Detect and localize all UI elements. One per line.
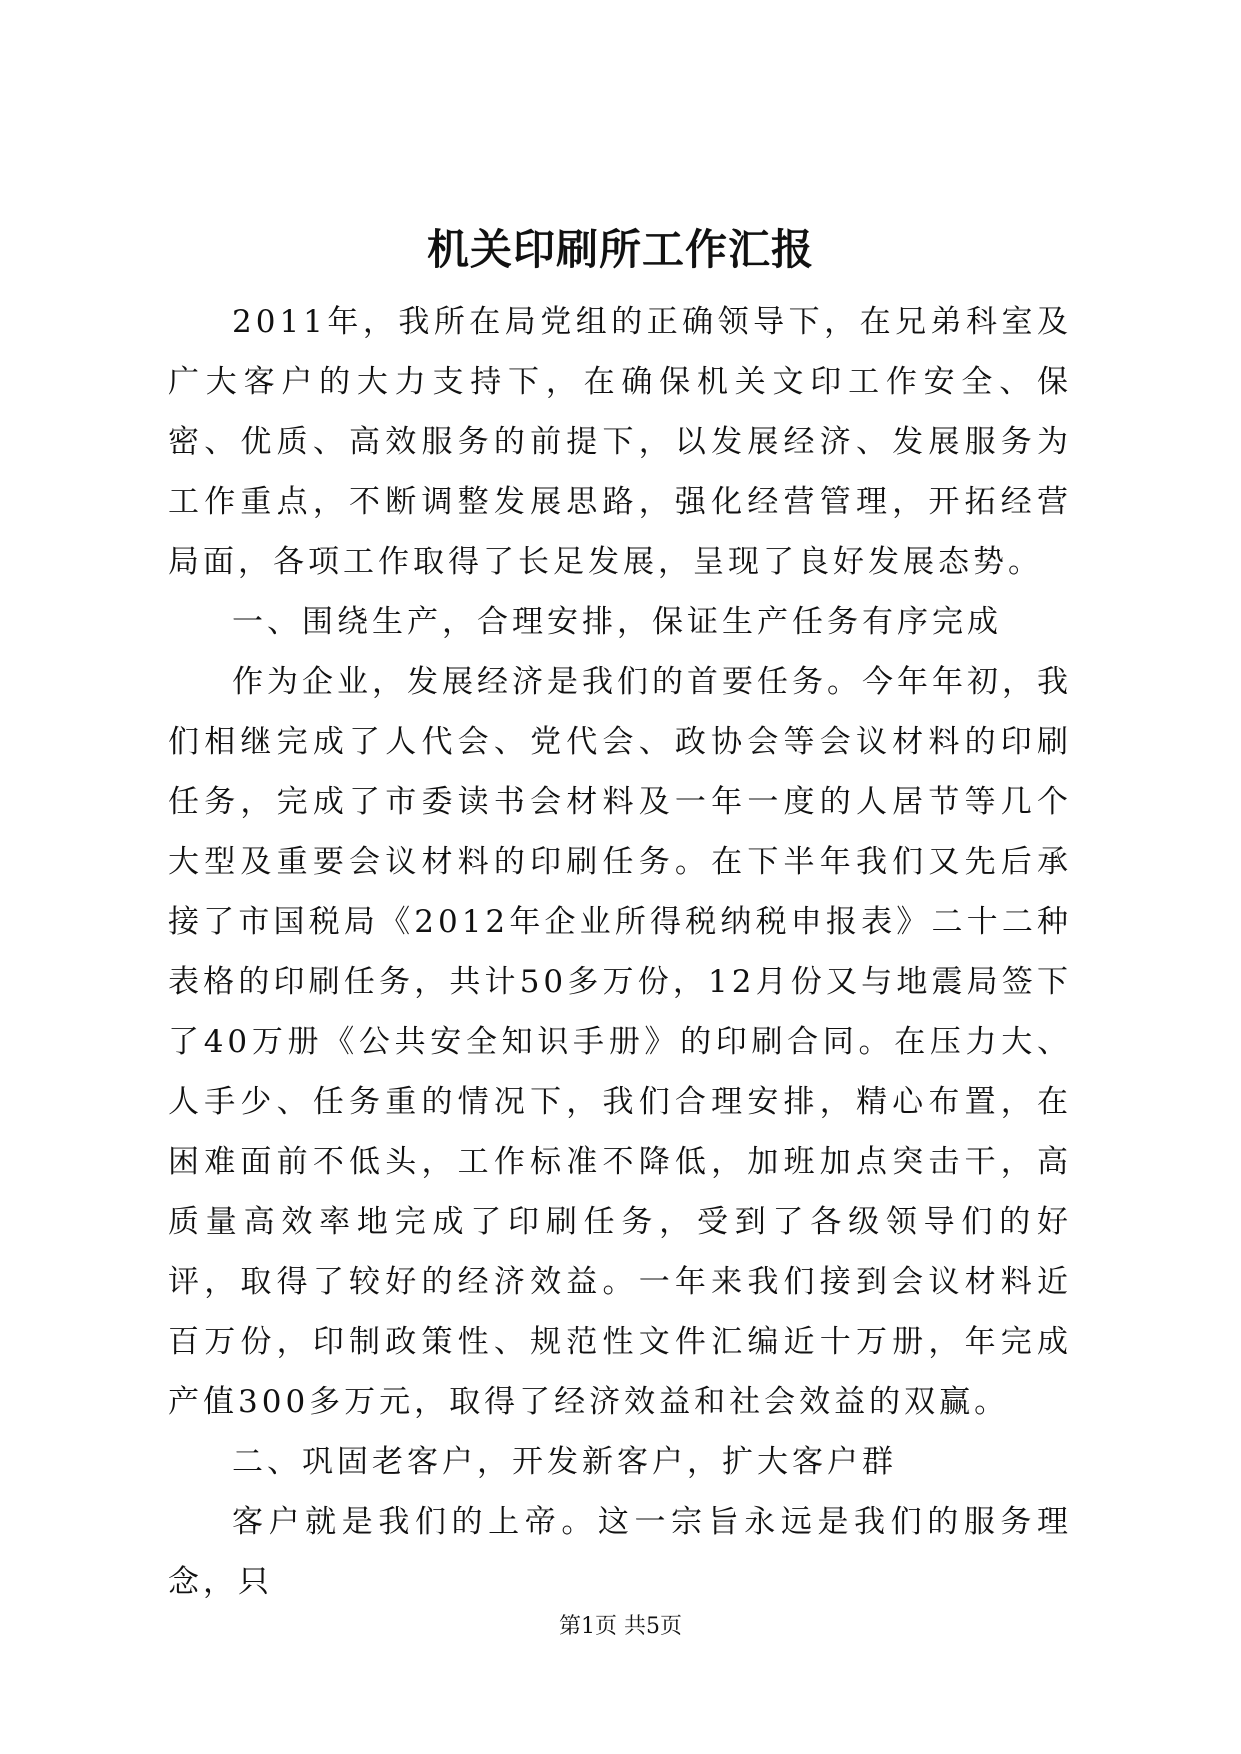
footer-separator <box>617 1614 624 1639</box>
document-body <box>168 292 1072 1612</box>
document-title: 机关印刷所工作汇报 <box>426 225 814 274</box>
section-1-paragraph: 作为企业，发展经济是我们的首要任务。今年年初，我们相继完成了人代会、党代会、政协会等会议材料的印刷任务，完成了市委读书会材料及一年一度的人居节等几个大型及重要会议材料的印刷任务。在下半年我们又先后承接了市国税局《2012年企业所得税纳税申报表》二十二种表格的印刷任务，共计50多万份，12月份又与地震局签下了40万册《公共安全知识手册》的印刷合同。在压力大、人手少、任务重的情况下，我们合理安排，精心布置，在困难面前不低头，工作标准不降低，加班加点突击干，高质量高效率地完成了印刷任务，受到了各级领导们的好评，取得了较好的经济效益。一年来我们接到会议材料近百万份，印制政策性、规范性文件汇编近十万册，年完成产值300多万元，取得了经济效益和社会效益的双赢。 <box>168 664 1072 1420</box>
page-number: 第1页 <box>559 1614 617 1639</box>
page-total: 共5页 <box>624 1614 682 1639</box>
section-2-paragraph: 客户就是我们的上帝。这一宗旨永远是我们的服务理念，只 <box>168 1504 1072 1600</box>
intro-paragraph: 2011年，我所在局党组的正确领导下，在兄弟科室及广大客户的大力支持下，在确保机关文印工作安全、保密、优质、高效服务的前提下，以发展经济、发展服务为工作重点，不断调整发展思路，强化经营管理，开拓经营局面，各项工作取得了长足发展，呈现了良好发展态势。 <box>168 304 1072 580</box>
section-heading-1: 一、围绕生产，合理安排，保证生产任务有序完成 <box>232 604 1002 640</box>
page-footer <box>0 1612 1241 1642</box>
section-heading-2: 二、巩固老客户，开发新客户，扩大客户群 <box>232 1444 897 1480</box>
